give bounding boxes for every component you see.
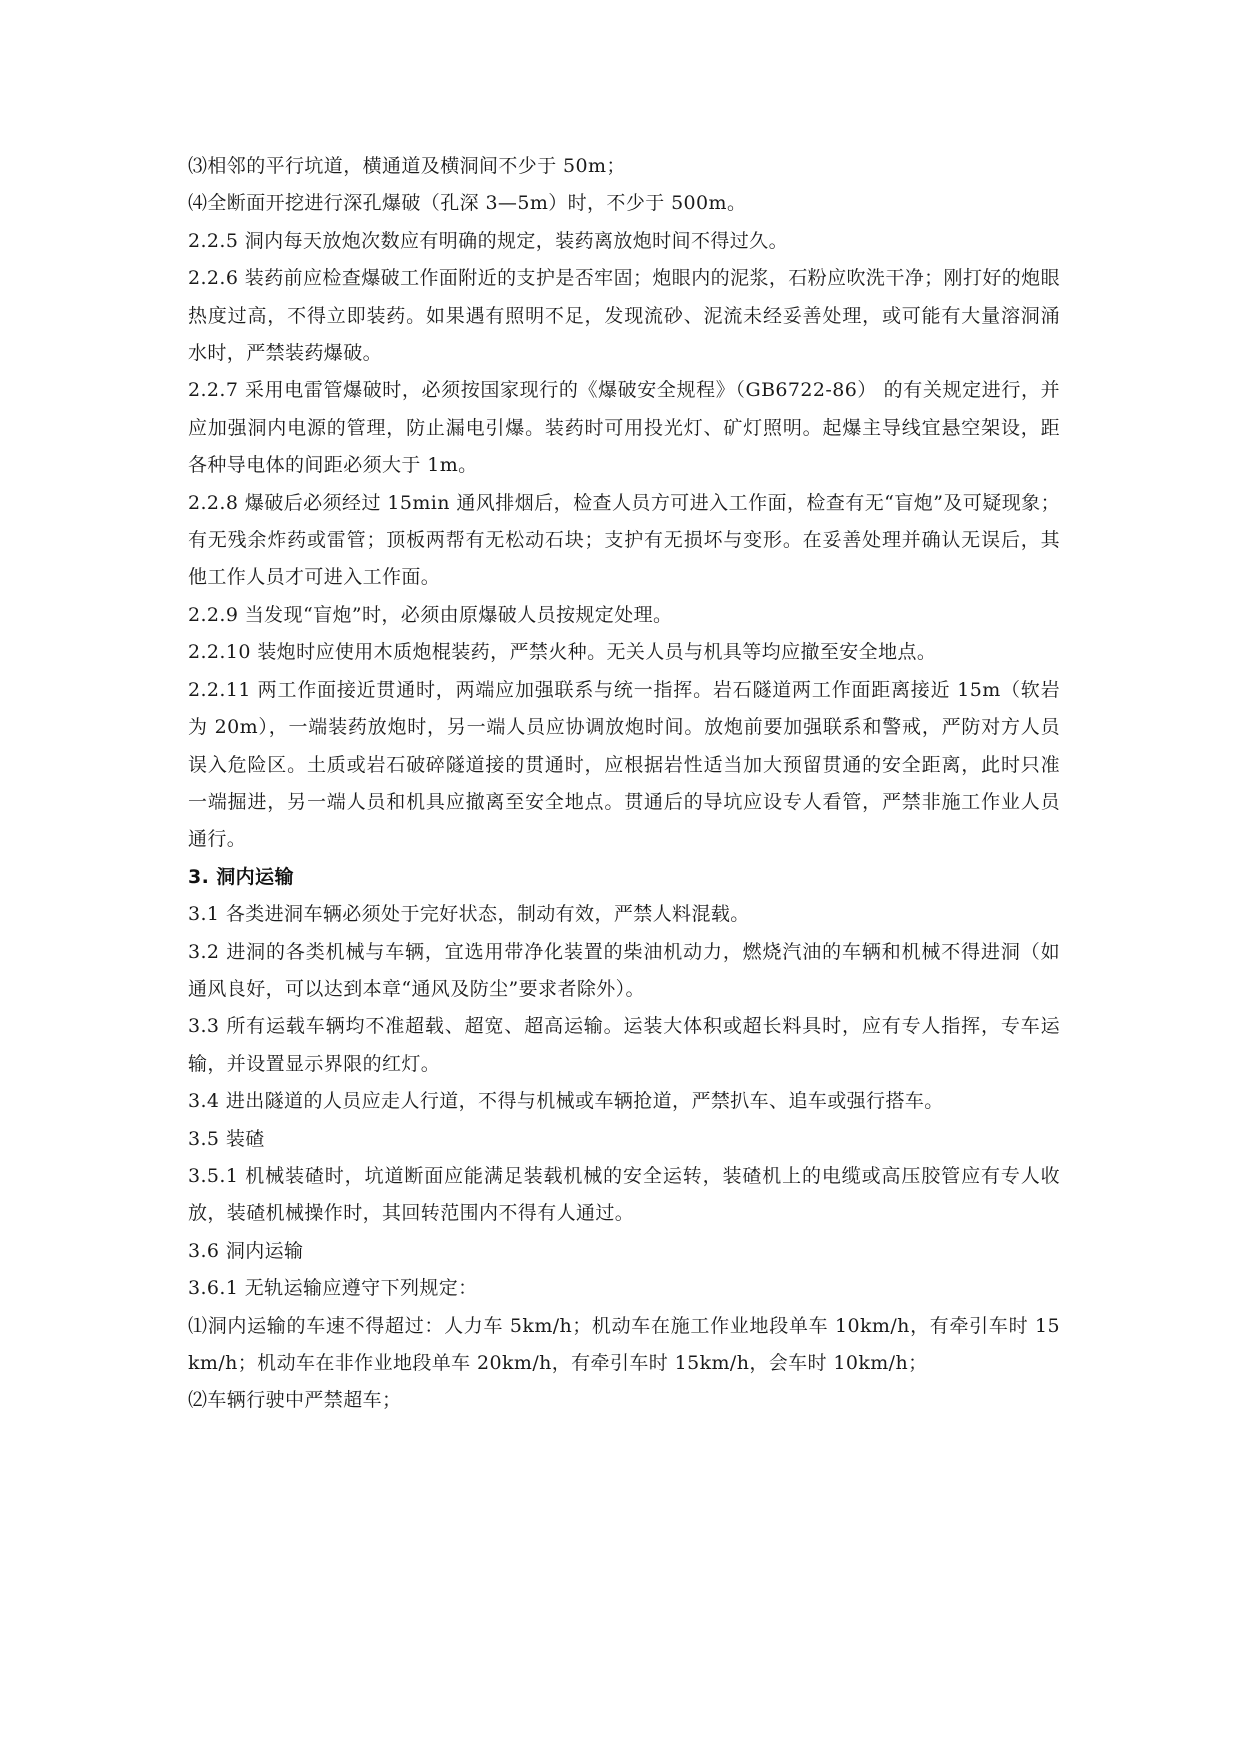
- paragraph-2: ⑷全断面开挖进行深孔爆破（孔深 3—5m）时，不少于 500m。: [188, 192, 747, 215]
- paragraph-7: 2.2.9 当发现“盲炮”时，必须由原爆破人员按规定处理。: [188, 603, 673, 626]
- paragraph-9: 2.2.11 两工作面接近贯通时，两端应加强联系与统一指挥。岩石隧道两工作面距离接近 15m（软岩为 20m），一端装药放炮时，另一端人员应协调放炮时间。放炮前要加强联系和警戒，严防对方人员误入危险区。土质或岩石破碎隧道接的贯通时，应根据岩性适当加大预留贯通的安全距离，此时只准一端掘进，另一端人员和机具应撤离至安全地点。贯通后的导坑应设专人看管，严禁非施工作业人员通行。: [188, 678, 1060, 851]
- paragraph-10: 3.1 各类进洞车辆必须处于完好状态，制动有效，严禁人料混载。: [188, 903, 750, 926]
- paragraph-12: 3.3 所有运载车辆均不准超载、超宽、超高运输。运装大体积或超长料具时，应有专人指挥，专车运输，并设置显示界限的红灯。: [188, 1015, 1060, 1075]
- paragraph-4: 2.2.6 装药前应检查爆破工作面附近的支护是否牢固；炮眼内的泥浆，石粉应吹洗干净；刚打好的炮眼热度过高，不得立即装药。如果遇有照明不足，发现流砂、泥流未经妥善处理，或可能有大量溶洞涌水时，严禁装药爆破。: [188, 267, 1060, 365]
- paragraph-6: 2.2.8 爆破后必须经过 15min 通风排烟后，检查人员方可进入工作面，检查有无“盲炮”及可疑现象；有无残余炸药或雷管；顶板两帮有无松动石块；支护有无损坏与变形。在妥善处理并确认无误后，其他工作人员才可进入工作面。: [188, 491, 1060, 589]
- paragraph-13: 3.4 进出隧道的人员应走人行道，不得与机械或车辆抢道，严禁扒车、追车或强行搭车。: [188, 1090, 944, 1113]
- paragraph-19: ⑵车辆行驶中严禁超车；: [188, 1389, 402, 1412]
- paragraph-15: 3.5.1 机械装碴时，坑道断面应能满足装载机械的安全运转，装碴机上的电缆或高压胶管应有专人收放，装碴机械操作时，其回转范围内不得有人通过。: [188, 1164, 1060, 1225]
- paragraph-18: ⑴洞内运输的车速不得超过：人力车 5km/h；机动车在施工作业地段单车 10km/h，有牵引车时 15km/h；机动车在非作业地段单车 20km/h，有牵引车时 15km/h，会车时 10km/h；: [188, 1314, 1060, 1374]
- section-heading: 3. 洞内运输: [188, 865, 294, 888]
- paragraph-17: 3.6.1 无轨运输应遵守下列规定：: [188, 1277, 478, 1300]
- paragraph-3: 2.2.5 洞内每天放炮次数应有明确的规定，装药离放炮时间不得过久。: [188, 229, 788, 252]
- paragraph-16: 3.6 洞内运输: [188, 1239, 304, 1262]
- paragraph-11: 3.2 进洞的各类机械与车辆，宜选用带净化装置的柴油机动力，燃烧汽油的车辆和机械不得进洞（如通风良好，可以达到本章“通风及防尘”要求者除外）。: [188, 940, 1060, 1000]
- document-body: [188, 148, 1060, 1420]
- paragraph-8: 2.2.10 装炮时应使用木质炮棍装药，严禁火种。无关人员与机具等均应撤至安全地点。: [188, 641, 937, 664]
- paragraph-5: 2.2.7 采用电雷管爆破时，必须按国家现行的《爆破安全规程》（GB6722-86） 的有关规定进行，并应加强洞内电源的管理，防止漏电引爆。装药时可用投光灯、矿灯照明。起爆主导线宜悬空架设，距各种导电体的间距必须大于 1m。: [188, 379, 1060, 477]
- paragraph-14: 3.5 装碴: [188, 1127, 265, 1150]
- paragraph-1: ⑶相邻的平行坑道，横通道及横洞间不少于 50m；: [188, 155, 626, 177]
